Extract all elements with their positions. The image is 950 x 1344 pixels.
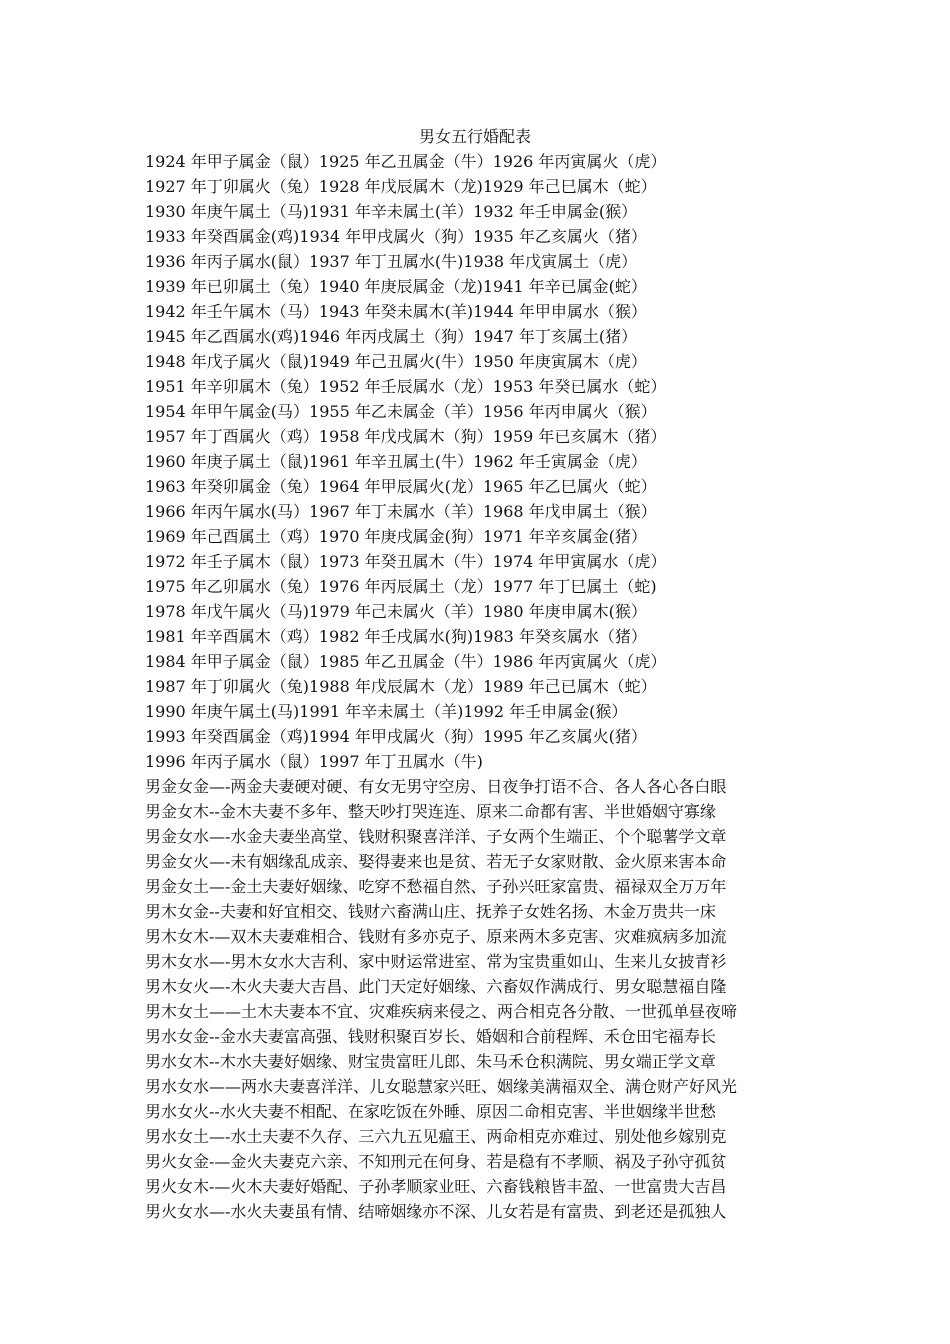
year-line: 1966 年丙午属水(马）1967 年丁未属水（羊）1968 年戊申属土（猴） xyxy=(145,502,657,521)
pairing-line: 男金女木--金木夫妻不多年、整天吵打哭连连、原来二命都有害、半世婚姻守寡缘 xyxy=(145,802,716,821)
pairing-line: 男水女水——两水夫妻喜洋洋、儿女聪慧家兴旺、姻缘美满福双全、满仓财产好风光 xyxy=(145,1077,738,1096)
pairing-line: 男火女水—-水火夫妻虽有情、结啼姻缘亦不深、儿女若是有富贵、到老还是孤独人 xyxy=(145,1202,727,1221)
year-line: 1969 年己酉属土（鸡）1970 年庚戌属金(狗）1971 年辛亥属金(猪） xyxy=(145,527,647,546)
year-line: 1984 年甲子属金（鼠）1985 年乙丑属金（牛）1986 年丙寅属火（虎） xyxy=(145,652,667,671)
pairing-line: 男水女火--水火夫妻不相配、在家吃饭在外睡、原因二命相克害、半世姻缘半世愁 xyxy=(145,1102,716,1121)
pairing-line: 男水女金--金水夫妻富高强、钱财积聚百岁长、婚姻和合前程辉、禾仓田宅福寿长 xyxy=(145,1027,716,1046)
year-line: 1924 年甲子属金（鼠）1925 年乙丑属金（牛）1926 年丙寅属火（虎） xyxy=(145,152,667,171)
document-title: 男女五行婚配表 xyxy=(418,127,531,146)
year-line: 1993 年癸酉属金（鸡)1994 年甲戌属火（狗）1995 年乙亥属火(猪） xyxy=(145,727,647,746)
year-line: 1963 年癸卯属金（兔）1964 年甲辰属火(龙）1965 年乙巳属火（蛇） xyxy=(145,477,657,496)
pairing-line: 男水女土—-水土夫妻不久存、三六九五见瘟王、两命相克亦难过、别处他乡嫁别克 xyxy=(145,1127,727,1146)
pairing-line: 男木女木-—双木夫妻难相合、钱财有多亦克子、原来两木多克害、灾难疯病多加流 xyxy=(145,927,727,946)
pairing-line: 男木女金--夫妻和好宜相交、钱财六畜满山庄、抚养子女姓名扬、木金万贵共一床 xyxy=(145,902,716,921)
year-line: 1957 年丁酉属火（鸡）1958 年戊戌属木（狗）1959 年已亥属木（猪） xyxy=(145,427,667,446)
year-line: 1975 年乙卯属水（兔）1976 年丙辰属土（龙）1977 年丁巳属土（蛇) xyxy=(145,577,657,596)
pairing-line: 男木女土——土木夫妻本不宜、灾难疾病来侵之、两合相克各分散、一世孤单昼夜啼 xyxy=(145,1002,738,1021)
year-line: 1996 年丙子属水（鼠）1997 年丁丑属水（牛) xyxy=(145,752,483,771)
pairing-line: 男火女木-—火木夫妻好婚配、子孙孝顺家业旺、六畜钱粮皆丰盈、一世富贵大吉昌 xyxy=(145,1177,727,1196)
year-line: 1945 年乙酉属水(鸡)1946 年丙戌属土（狗）1947 年丁亥属土(猪） xyxy=(145,327,638,346)
pairing-line: 男水女木--木水夫妻好姻缘、财宝贵富旺儿郎、朱马禾仓积满院、男女端正学文章 xyxy=(145,1052,716,1071)
document-body xyxy=(145,149,805,1224)
pairing-line: 男金女水—-水金夫妻坐高堂、钱财积聚喜洋洋、子女两个生端正、个个聪薯学文章 xyxy=(145,827,727,846)
year-line: 1948 年戊子属火（鼠)1949 年己丑属火(牛）1950 年庚寅属木（虎） xyxy=(145,352,647,371)
year-line: 1930 年庚午属土（马)1931 年辛未属土(羊）1932 年壬申属金(猴） xyxy=(145,202,638,221)
year-line: 1954 年甲午属金(马）1955 年乙未属金（羊）1956 年丙申属火（猴） xyxy=(145,402,657,421)
pairing-line: 男金女土—-金土夫妻好姻缘、吃穿不愁福自然、子孙兴旺家富贵、福禄双全万万年 xyxy=(145,877,727,896)
year-line: 1933 年癸酉属金(鸡)1934 年甲戌属火（狗）1935 年乙亥属火（猪） xyxy=(145,227,647,246)
pairing-line: 男木女火—-木火夫妻大吉昌、此门天定好姻缘、六畜奴作满成行、男女聪慧福自隆 xyxy=(145,977,727,996)
year-line: 1987 年丁卯属火（兔)1988 年戊辰属木（龙）1989 年己已属木（蛇） xyxy=(145,677,657,696)
pairing-line: 男木女水—-男木女水大吉利、家中财运常进室、常为宝贵重如山、生来儿女披青衫 xyxy=(145,952,727,971)
pairing-line: 男金女金—-两金夫妻硬对硬、有女无男守空房、日夜争打语不合、各人各心各白眼 xyxy=(145,777,727,796)
year-line: 1960 年庚子属土（鼠)1961 年辛丑属土(牛）1962 年壬寅属金（虎） xyxy=(145,452,647,471)
pairing-line: 男金女火—-未有姻缘乱成亲、娶得妻来也是贫、若无子女家财散、金火原来害本命 xyxy=(145,852,727,871)
year-line: 1939 年已卯属土（兔）1940 年庚辰属金（龙)1941 年辛已属金(蛇） xyxy=(145,277,647,296)
year-line: 1936 年丙子属水(鼠）1937 年丁丑属水(牛)1938 年戊寅属土（虎） xyxy=(145,252,638,271)
year-line: 1942 年壬午属木（马）1943 年癸未属木(羊)1944 年甲申属水（猴） xyxy=(145,302,647,321)
year-line: 1990 年庚午属土(马)1991 年辛未属土（羊)1992 年壬申属金(猴） xyxy=(145,702,628,721)
year-line: 1978 年戊午属火（马)1979 年己未属火（羊）1980 年庚申属木(猴） xyxy=(145,602,647,621)
year-line: 1981 年辛酉属木（鸡）1982 年壬戌属水(狗)1983 年癸亥属水（猪） xyxy=(145,627,647,646)
pairing-line: 男火女金-—金火夫妻克六亲、不知刑元在何身、若是稳有不孝顺、祸及子孙守孤贫 xyxy=(145,1152,727,1171)
year-line: 1972 年壬子属木（鼠）1973 年癸丑属木（牛）1974 年甲寅属水（虎） xyxy=(145,552,667,571)
year-line: 1927 年丁卯属火（兔）1928 年戊辰属木（龙)1929 年己巳属木（蛇） xyxy=(145,177,657,196)
year-line: 1951 年辛卯属木（兔）1952 年壬辰属水（龙）1953 年癸已属水（蛇） xyxy=(145,377,667,396)
